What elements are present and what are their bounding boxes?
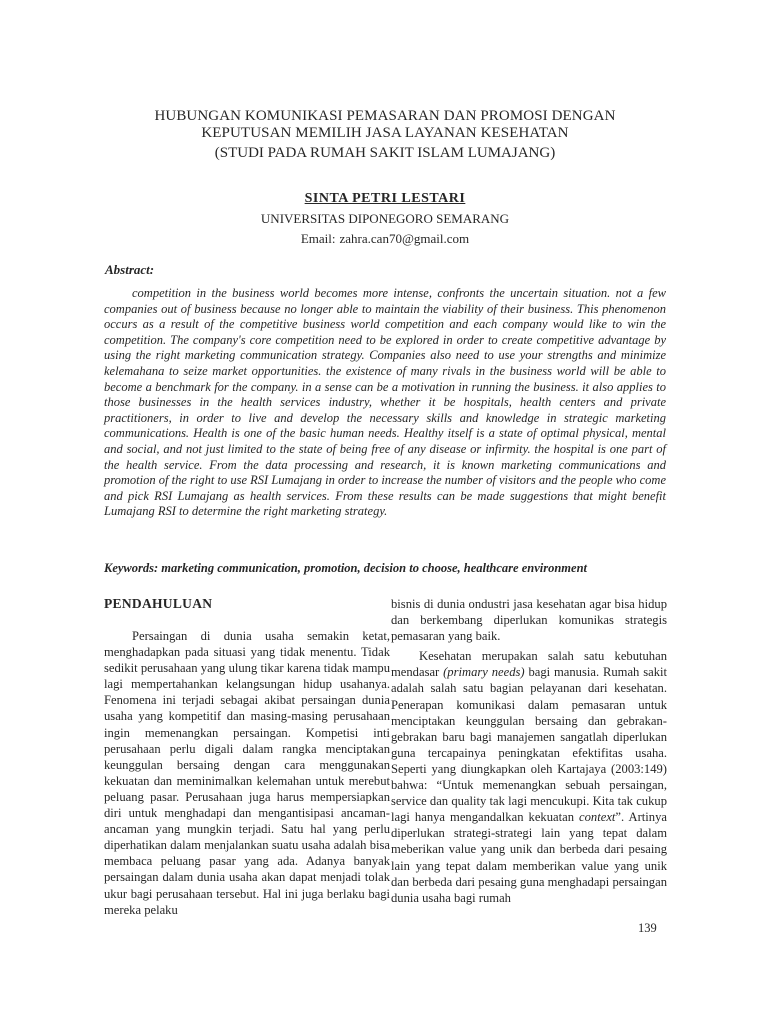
intro-paragraph-3 [391, 648, 667, 906]
email-address: zahra.can70@gmail.com [339, 231, 470, 246]
para3-emphasis-primary-needs: (primary needs) [443, 665, 525, 680]
abstract-text: competition in the business world becomes more intense, confronts the uncertain situation. not a few companies out of business because no longer able to maintain the viability of their business. This phenomenon occurs as a result of the competitive business world competition and each company would like to win the competition. The company's core competition need to be explored in order to create competitive advantage by using the right marketing communication strategy. Companies also need to use your strengths and minimize kelemahana to seize market opportunities. the existence of many rivals in the business world will be able to become a benchmark for the company. in a sense can be a motivation in running the business. it also applies to those businesses in the health services industry, whether it be hospitals, health centers and private practitioners, in order to live and develop the necessary skills and knowledge in strategic marketing communications. Health is one of the basic human needs. Healthy itself is a state of optimal physical, mental and social, and not just limited to the state of being free of any disease or infirmity. the hospital is one part of the health service. From the data processing and research, it is known marketing communications and promotion of the right to use RSI Lumajang in order to increase the number of visitors and the people who come and pick RSI Lumajang as health services. From these results can be made suggestions that might benefit Lumajang RSI to determine the right marketing strategy. [104, 286, 666, 519]
author-name: SINTA PETRI LESTARI [304, 191, 466, 206]
para3-text-a: Kesehatan merupakan salah satu kebutuhan mendasar [391, 649, 667, 680]
email-label: Email: [300, 231, 336, 246]
left-column [104, 596, 390, 918]
paper-title [100, 108, 670, 141]
para3-emphasis-context: context [579, 810, 616, 825]
title-line-1: HUBUNGAN KOMUNIKASI PEMASARAN DAN PROMOSI DENGAN [154, 108, 616, 124]
keywords: Keywords: marketing communication, promotion, decision to choose, healthcare environment [104, 561, 588, 575]
title-line-2: KEPUTUSAN MEMILIH JASA LAYANAN KESEHATAN [201, 124, 569, 141]
paper-subtitle: (STUDI PADA RUMAH SAKIT ISLAM LUMAJANG) [214, 145, 556, 161]
intro-paragraph-2: bisnis di dunia ondustri jasa kesehatan agar bisa hidup dan berkembang diperlukan komunikas strategis pemasaran yang baik. [391, 597, 667, 644]
abstract-label: Abstract: [105, 262, 155, 277]
right-column [391, 596, 667, 906]
page-number: 139 [638, 921, 657, 935]
intro-paragraph-1: Persaingan di dunia usaha semakin ketat, menghadapkan pada situasi yang tidak menentu. Tidak sedikit perusahaan yang ulung tikar karena tidak mampu lagi mempertahankan kelangsungan hidup usahanya. Fenomena ini terjadi sebagai akibat persaingan dunia usaha yang kompetitif dan masing-masing perusahaan ingin memenangkan persaingan. Kompetisi inti perusahaan perlu digali dalam rangka menciptakan keunggulan bersaing dengan cara menggunakan kekuatan dan meminimalkan kelemahan untuk merebut peluang pasar. Perusahaan juga harus mempersiapkan diri untuk menghadapi dan mengantisipasi ancaman-ancaman yang mungkin terjadi. Satu hal yang perlu diperhatikan dalam menjalankan suatu usaha adalah bisa membaca peluang pasar yang ada. Adanya banyak persaingan dalam dunia usaha akan dapat menjadi tolak ukur bagi perusahaan tersebut. Hal ini juga berlaku bagi mereka pelaku [104, 629, 390, 917]
author-email-line [100, 231, 670, 247]
author-affiliation: UNIVERSITAS DIPONEGORO SEMARANG [260, 211, 510, 226]
section-heading: PENDAHULUAN [104, 596, 213, 611]
para3-text-b: bagi manusia. Rumah sakit adalah salah satu bagian pelayanan dari kesehatan. Penerapan komunikasi dalam pemasaran untuk menciptakan keunggulan bersaing dan gebrakan-gebrakan baru bagi manajemen sangatlah diperlukan guna tercapainya peningkatan efektifitas usaha. Seperti yang diungkapkan oleh Kartajaya (2003:149) bahwa: “Untuk memenangkan sebuah persaingan, service dan quality tak lagi mencukupi. Kita tak cukup lagi hanya mengandalkan kekuatan [391, 665, 667, 825]
para3-text-c: ”. Artinya diperlukan strategi-strategi lain yang tepat dalam meberikan value yang unik dan berbeda dari pesaing lain yang tepat dalam memberikan value yang unik dan berbeda dari pesaing guna menghadapi persaingan dunia usaha bagi rumah [391, 810, 667, 905]
